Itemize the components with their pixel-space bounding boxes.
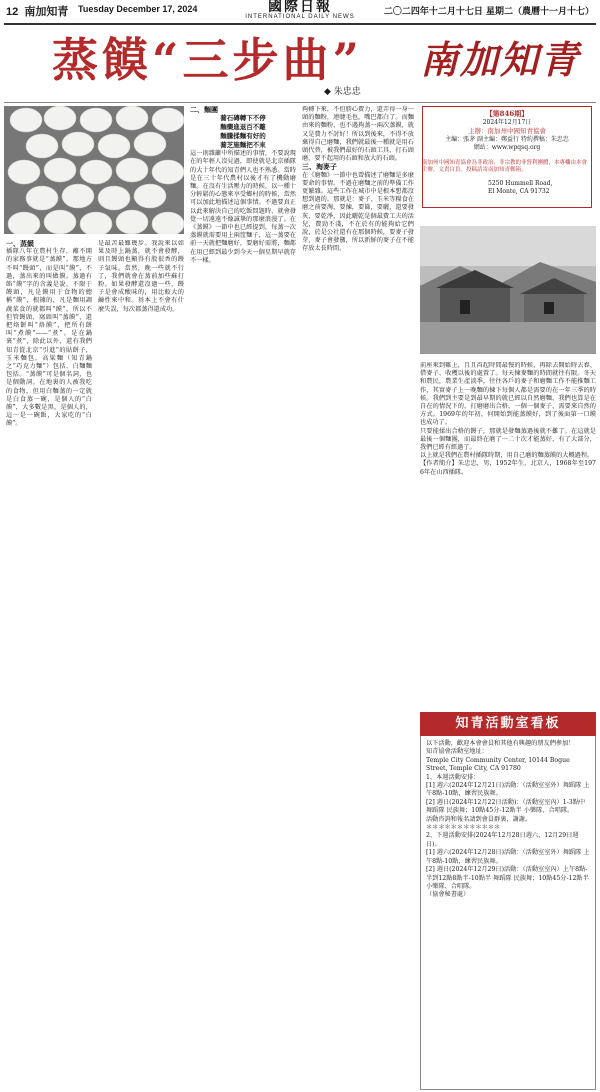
section-heading-1: 一、蒸饃: [6, 240, 34, 248]
event-board-body: [420, 736, 596, 1090]
issue-number: 【第846期】: [485, 109, 529, 118]
masthead-english: INTERNATIONAL DAILY NEWS: [245, 14, 355, 20]
section-heading-2: 二、麵團: [190, 106, 218, 114]
section-heading-3: 三、淘麥子: [302, 162, 337, 172]
issue-editors: 主編：張茅 副主編：鄭益行 特約撰稿：朱忠忠: [445, 135, 569, 143]
article-text-6: 前座來到雞上，且且舀起時間最慢的時候，再除去開始時去舂、借麥子、收穫以後的處置了。每天揀麥麵的時間就往有限。冬天和農民，農業生產淡季，往往各戶的麥子和磨麵工作不能推麵工作，其實麥子上一晚麵的揀下每個人都是需要的在一年三季的時候。我們到主要是到最早期的就已經以自然磨麵，我們也算是在自在的情況下的，打磨磨出合格，一個一個麥子，需要來自然的方式。1969年的年初，何開始到能蒸饃好，到了後面第一口饃也成功了。: [420, 362, 596, 427]
steamed-buns-photo: [4, 106, 184, 234]
article-column-3: [190, 106, 296, 1090]
issue-organizer: 主辦：南加州中國知青協會: [468, 127, 546, 135]
article-column-1: [6, 240, 92, 1090]
article-author: ◆ 朱忠忠: [324, 87, 361, 97]
event-line: 1、本週活動安排：: [426, 773, 480, 781]
event-line: ＊＊＊＊＊＊＊＊＊＊＊＊: [426, 824, 501, 832]
page-number: 12 南加知青: [6, 6, 69, 18]
village-photo: [420, 226, 596, 354]
article-column-4: [302, 106, 414, 1090]
masthead-chinese: 國際日報: [268, 0, 332, 15]
article-column-2: [98, 240, 184, 1090]
event-line: [2] 週日(2024年12月22日活動)：（活動室室內）1-3點中舞蹈隊 民族舞；10點45分-12點半 小樂隊、合唱隊。: [426, 798, 586, 815]
event-line: [2] 週日(2024年12月29日)活動：（活動室室內）上午8點-半到12點8點半-10點半 舞蹈隊 民族舞；10點45分-12點半 小樂隊、合唱隊。: [426, 866, 589, 890]
page-header: [0, 0, 600, 22]
header-rule: [4, 23, 596, 25]
date-english: Tuesday December 17, 2024: [78, 4, 198, 14]
article-text-7: 只要能揉出合格的饅子，那就是發麵蒸過後就不難了。在這就是最後一個麵團，而最終在磨了一二十次才能蒸好，有了大部分，我們已經有經過了。: [420, 427, 596, 452]
event-line: [1] 週六(2024年12月21日)活動：（活動室室外）舞蹈隊 上午8點-10點，練習民族舞。: [426, 782, 590, 798]
event-line: （協會秘書處）: [426, 891, 470, 899]
event-line: 以下活動，歡迎本會會員和其他有興趣的朋友們參加！: [426, 740, 575, 747]
event-board-title: 知青活動室看板: [420, 712, 596, 736]
date-chinese: 二〇二四年十二月十七日 星期二（農曆十一月十七）: [383, 7, 594, 17]
article-title: 蒸饃“三步曲”: [52, 33, 363, 87]
event-line: Temple City Community Center, 10144 Bogue Street, Temple City, CA 91780: [426, 756, 570, 773]
title-rule: [4, 102, 596, 103]
poem-block: 蕎石磚轉下不停 麵藥進退百不離 麵騰揉麵有好的 蕎芝施麵把不來: [220, 114, 266, 150]
event-line: [1] 週六(2024年12月28日)活動：（活動室室外）舞蹈隊 上午8點-10點，練習民族舞。: [426, 849, 590, 865]
article-text-5: 在《磨麵》一節中也曾描述了磨麵是多麼要命的事情。不過在磨麵之前的準備工作更繁雜。這些工作在城市中是根本想都沒想到過的。那就是：麥子、玉米等糧食在磨之前要淘，要揀，要篩，要曬，還要發灰，要乾淨，因此曬乾是個最費工夫的活兒，費勁不淺，不在於有的能夠給它們說，於是公社還有在那個時候，要麥子發芽，麥子會發黴，所以新鮮的麥子在不能存放太長時間。: [302, 171, 414, 253]
column-brand: 南加知青: [420, 37, 581, 82]
association-note: 南加州中國知青協會為非政治、非宗教的非營利團體，本專欄由本會主辦，文責自負。投稿請寄南加知青郵箱。: [422, 160, 588, 173]
event-board: [420, 712, 596, 1092]
author-bio: 【作者簡介】朱忠忠，男，1952年生，北京人，1968年至1976年在山西插隊。: [420, 460, 596, 476]
issue-date: 2024年12月17日: [482, 118, 532, 126]
article-text-1: 插隊八年在農村生存，離不開的家務事就是“蒸饃”。那地方不叫“饅頭”，而是叫“饃”，不過，蒸出來的叫做饃。蒸過有餡“饃”字的含義是說，不限于饅頭，凡是饃用于食物的總稱“饃”，根據的，凡是麵用調蔬菜食的就都叫“饃”。所以不但管饅頭、窩頭叫“蒸饃”，還把烙餅叫“烙饃”，把所有餅叫“煮饃”——“煮”。是在鍋裏“煮”，除此以外，還有我們知青從北京“引進”的貼餅子，玉米麵包，高粱麵（知青鍋之“巧克力麵”）包括，白麵麵包括。“蒸饃”可是個名詞，也是個動詞。在地裏的人被我吃的食物，但用白麵蒸的一定就是白食蒸一碗，是個人的“白饃”，大多數是黑，是個人的，這一是一碗飯，大家吃的“白饃”。: [6, 248, 92, 428]
event-line: 2、下週活動安排(2024年12月28日週六，12月29日週日)。: [426, 832, 579, 848]
article-column-5: [420, 362, 596, 706]
masthead: [228, 0, 372, 20]
event-line: 知青協會活動室地址：: [426, 748, 488, 756]
association-address: 5250 Hummell Road, El Monte, CA 91732: [488, 180, 553, 195]
issue-website: 網站：www.wpqsq.org: [473, 144, 541, 151]
article-text-4: 夠轉下來，不但勝心費力，還弄得一身一頭的麵粉，連睫毛也，嘴巴都白了。而麵由來的麵粉，也不遇夠蒸一兩次蒸饃，就又是費力不討好！所以到後來，不得不放棄得自己磨麵，我們就最後一種就是用石頭代替，被我們最好的石頭工具、打石頭磨，要不起用的石頭和放大的石頭。: [302, 106, 414, 163]
article-text-3: 這一則雜籬中所描述的事情，不要說現在的年輕人沒見過，即使就是北京插隊的大十年代的知青們人也不熟悉。當時是在三十年代農村以後才有了機動磨麵。在沒有生活壓力的時候，以一種十分輕鬆的心態來享受鄉村的時候，當然可以加此地描述這個事情。不過要真正以此來解決自己的吃飯問題時，就會發覺一切遠遠不像誠摯的那麼浪漫了。在《蒸饃》一節中也已經提到，每蒸一次蒸饃就需要用上兩筐麵子，這一蒸要在前一天就把麵磨好，要磨好需將，麵都在用已經到最少到今天一個星期早就存不一樣。: [190, 150, 296, 264]
article-text-2: 是最苦最難幾步。我說來以如果及時上鍋蒸，就不會發酵，則且饅頭也顯得有股很香的饅子氣味。當然，晚一些就不行了，我們就會在蒸前加些蘇打粉。如果發酵還沒過一些，饅子是會成酸味的，用比較大的鹼性來中和。基本上不會有什麼失誤，每次都蒸得還成功。: [98, 240, 184, 313]
article-text-8: 以上就是我們在農村插隊時期，用自己磨的麵蒸饃的大概過程。: [420, 452, 594, 460]
event-line: 活動咨詢和報名請到會員群裏，謝謝。: [426, 815, 532, 823]
